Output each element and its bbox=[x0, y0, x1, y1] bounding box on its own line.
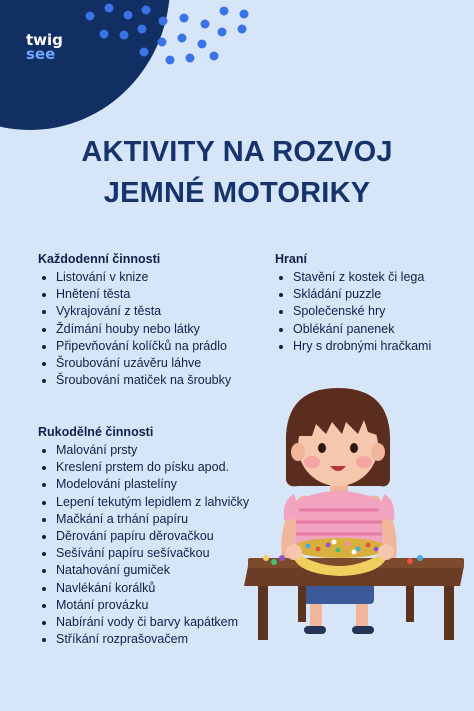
list-item: Natahování gumiček bbox=[38, 562, 249, 579]
title-line1: AKTIVITY NA ROZVOJ bbox=[81, 136, 393, 168]
twigsee-logo bbox=[26, 33, 63, 62]
list-item: Hnětení těsta bbox=[38, 286, 231, 303]
list-item: Děrování papíru děrovačkou bbox=[38, 528, 249, 545]
logo-line1: twig bbox=[26, 31, 63, 49]
title-line2: JEMNÉ MOTORIKY bbox=[103, 177, 371, 209]
activity-list bbox=[38, 269, 231, 389]
page-title bbox=[0, 132, 474, 214]
activity-list bbox=[38, 442, 249, 648]
list-item: Oblékání panenek bbox=[275, 321, 431, 338]
list-item: Motání provázku bbox=[38, 597, 249, 614]
section-heading: Každodenní činnosti bbox=[38, 252, 161, 266]
list-item: Mačkání a trhání papíru bbox=[38, 511, 249, 528]
list-item: Modelování plastelíny bbox=[38, 476, 249, 493]
list-item: Sešívání papíru sešívačkou bbox=[38, 545, 249, 562]
activity-list bbox=[275, 269, 431, 355]
decorative-dots bbox=[84, 2, 254, 70]
list-item: Navlékání korálků bbox=[38, 580, 249, 597]
list-item: Šroubování matiček na šroubky bbox=[38, 372, 231, 389]
girl-at-table-illustration bbox=[238, 382, 474, 644]
section-heading: Rukodělné činnosti bbox=[38, 425, 154, 439]
logo-line2: see bbox=[26, 45, 56, 64]
list-item: Lepení tekutým lepidlem z lahvičky bbox=[38, 494, 249, 511]
list-item: Společenské hry bbox=[275, 303, 431, 320]
list-item: Kreslení prstem do písku apod. bbox=[38, 459, 249, 476]
list-item: Šroubování uzávěru láhve bbox=[38, 355, 231, 372]
section-rukodelne bbox=[38, 425, 249, 648]
list-item: Připevňování kolíčků na prádlo bbox=[38, 338, 231, 355]
list-item: Hry s drobnými hračkami bbox=[275, 338, 431, 355]
list-item: Stavění z kostek či lega bbox=[275, 269, 431, 286]
list-item: Ždímání houby nebo látky bbox=[38, 321, 231, 338]
list-item: Malování prsty bbox=[38, 442, 249, 459]
section-kazdodenni bbox=[38, 252, 231, 389]
section-hrani bbox=[275, 252, 431, 355]
list-item: Nabírání vody či barvy kapátkem bbox=[38, 614, 249, 631]
list-item: Listování v knize bbox=[38, 269, 231, 286]
list-item: Stříkání rozprašovačem bbox=[38, 631, 249, 648]
list-item: Skládání puzzle bbox=[275, 286, 431, 303]
section-heading: Hraní bbox=[275, 252, 307, 266]
list-item: Vykrajování z těsta bbox=[38, 303, 231, 320]
